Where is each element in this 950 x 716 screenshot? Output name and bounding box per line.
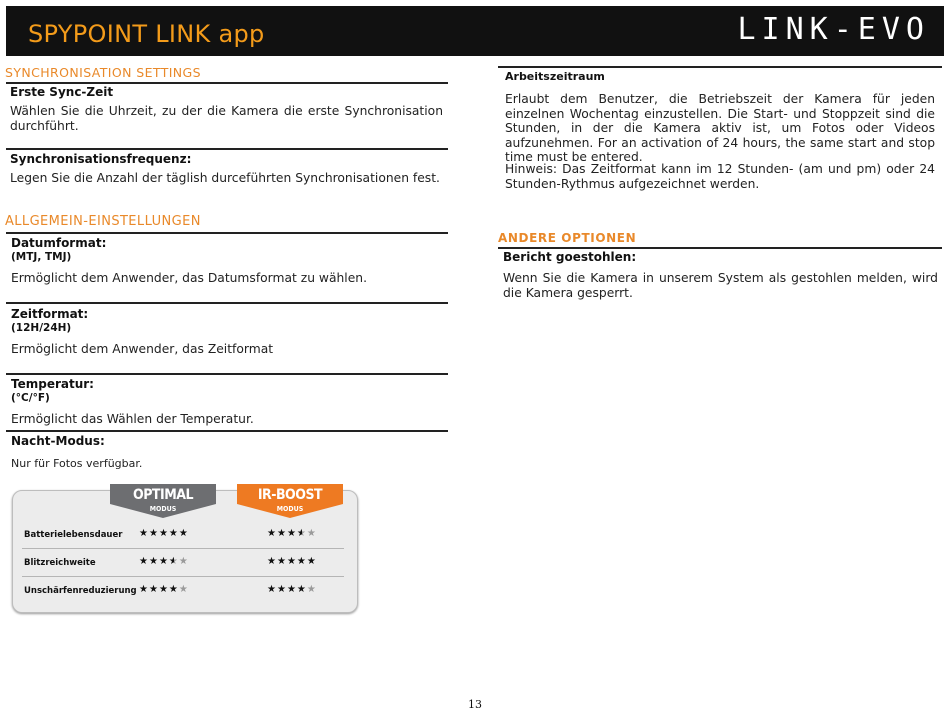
irboost-mode-tag: [235, 484, 345, 518]
battery-life-optimal-stars: [139, 528, 189, 539]
star-icon: ★: [168, 556, 179, 567]
first-sync-title: Erste Sync-Zeit: [10, 85, 114, 99]
divider: [6, 373, 448, 375]
row-divider: [22, 548, 344, 549]
flash-range-irboost-stars: [267, 556, 317, 567]
star-icon: ★: [276, 584, 287, 595]
optimal-mode-tag: [108, 484, 218, 518]
first-sync-text: Wählen Sie die Uhrzeit, zu der die Kamera die erste Synchronisation durchführt.: [10, 104, 443, 133]
irboost-mode-sub: MODUS: [276, 505, 304, 513]
star-icon: ★: [306, 528, 317, 539]
star-icon: ★: [158, 556, 169, 567]
night-mode-text: Nur für Fotos verfügbar.: [11, 457, 143, 470]
star-icon: ★: [267, 528, 277, 539]
star-icon: ★: [286, 528, 297, 539]
time-format-title: Zeitformat:: [11, 307, 89, 321]
section-title-general: ALLGEMEIN-EINSTELLUNGEN: [5, 214, 201, 229]
divider: [6, 82, 448, 84]
date-format-title: Datumformat:: [11, 236, 107, 250]
star-icon: ★: [267, 584, 277, 595]
optimal-mode-sub: MODUS: [149, 505, 177, 513]
divider: [6, 232, 448, 234]
battery-life-irboost-stars: [267, 528, 317, 539]
night-mode-title: Nacht-Modus:: [11, 434, 105, 448]
page-number: 13: [468, 698, 482, 711]
time-format-options: (12H/24H): [11, 322, 72, 334]
star-icon: ★: [139, 584, 149, 595]
row-divider: [22, 576, 344, 577]
blur-reduction-optimal-stars: [139, 584, 189, 595]
link-evo-logo: LINK-EVO: [737, 12, 930, 47]
star-icon: ★: [178, 556, 189, 567]
temperature-options: (°C/°F): [11, 392, 50, 404]
star-icon: ★: [306, 584, 317, 595]
star-icon: ★: [148, 584, 159, 595]
temperature-text: Ermöglicht das Wählen der Temperatur.: [11, 412, 254, 426]
star-icon: ★: [168, 584, 179, 595]
work-time-note: Hinweis: Das Zeitformat kann im 12 Stunden- (am und pm) oder 24 Stunden-Rythmus aufgezeichnet werden.: [505, 162, 935, 191]
flash-range-optimal-stars: [139, 556, 189, 567]
star-icon: ★: [139, 528, 149, 539]
divider: [6, 148, 448, 150]
star-icon: ★: [267, 556, 277, 567]
header-bar: [6, 6, 944, 56]
stolen-report-title: Bericht goestohlen:: [503, 250, 637, 264]
star-icon: ★: [296, 584, 307, 595]
optimal-mode-label: OPTIMAL: [132, 487, 194, 503]
divider: [498, 66, 942, 68]
work-time-title: Arbeitszeitraum: [505, 70, 605, 83]
star-icon: ★: [276, 556, 287, 567]
blur-reduction-irboost-stars: [267, 584, 317, 595]
stolen-report-text: Wenn Sie die Kamera in unserem System als gestohlen melden, wird die Kamera gesperrt.: [503, 271, 938, 300]
star-icon: ★: [139, 556, 149, 567]
flash-range-label: Blitzreichweite: [24, 558, 96, 568]
divider: [498, 247, 942, 249]
star-icon: ★: [178, 584, 189, 595]
star-icon: ★: [178, 528, 189, 539]
sync-frequency-title: Synchronisationsfrequenz:: [10, 152, 192, 166]
divider: [6, 430, 448, 432]
star-icon: ★: [306, 556, 317, 567]
temperature-title: Temperatur:: [11, 377, 94, 391]
star-icon: ★: [276, 528, 287, 539]
irboost-mode-label: IR-BOOST: [257, 487, 323, 503]
date-format-options: (MTJ, TMJ): [11, 251, 72, 263]
sync-frequency-text: Legen Sie die Anzahl der täglish durceführten Synchronisationen fest.: [10, 171, 440, 185]
star-icon: ★: [286, 556, 297, 567]
work-time-text: Erlaubt dem Benutzer, die Betriebszeit der Kamera für jeden einzelnen Wochentag einzustellen. Die Start- und Stoppzeit sind die Stunden, in der die Kamera aktiv ist, um Fotos oder Videos aufzunehmen. For an activation of 24 hours, the same start and stop time must be entered.: [505, 92, 935, 164]
star-icon: ★: [158, 584, 169, 595]
section-title-sync: SYNCHRONISATION SETTINGS: [5, 65, 201, 80]
divider: [6, 302, 448, 304]
star-icon: ★: [168, 528, 179, 539]
star-icon: ★: [296, 556, 307, 567]
section-title-other: ANDERE OPTIONEN: [498, 231, 637, 245]
app-title: SPYPOINT LINK app: [28, 20, 265, 48]
star-icon: ★: [286, 584, 297, 595]
date-format-text: Ermöglicht dem Anwender, das Datumsformat zu wählen.: [11, 271, 367, 285]
blur-reduction-label: Unschärfenreduzierung: [24, 586, 137, 596]
battery-life-label: Batterielebensdauer: [24, 530, 123, 540]
star-icon: ★: [148, 528, 159, 539]
time-format-text: Ermöglicht dem Anwender, das Zeitformat: [11, 342, 274, 356]
star-icon: ★: [158, 528, 169, 539]
star-icon: ★: [148, 556, 159, 567]
star-icon: ★: [296, 528, 307, 539]
